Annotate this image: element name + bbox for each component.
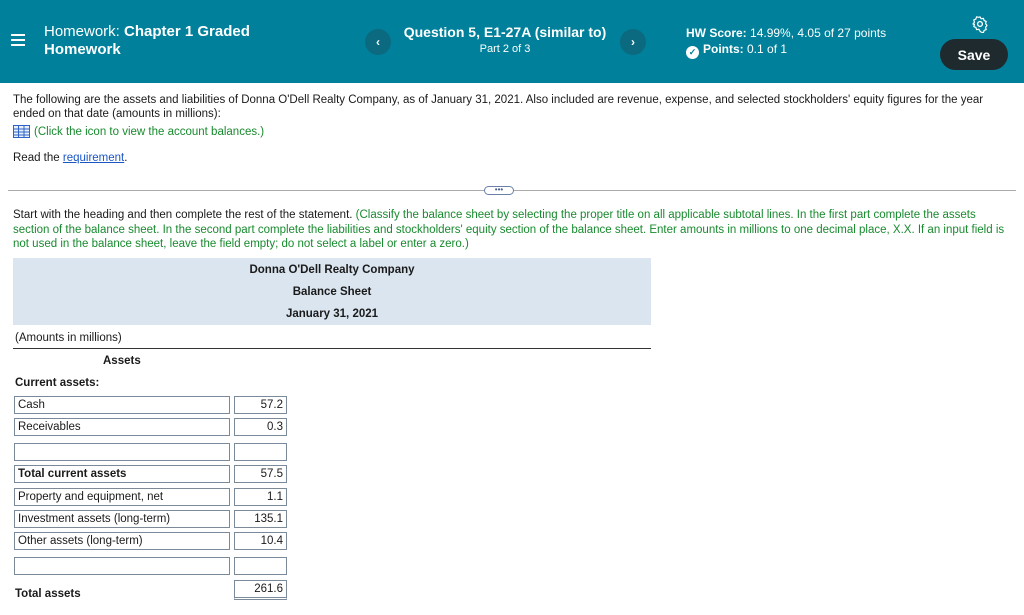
question-part: Part 2 of 3 (479, 43, 531, 55)
read-suffix: . (124, 152, 128, 164)
total-assets-input[interactable]: 261.6 (234, 580, 287, 600)
total-assets-label: Total assets (15, 588, 81, 600)
row-amount-input[interactable] (234, 443, 287, 461)
row-label-select[interactable]: Receivables (14, 418, 230, 436)
partial-credit-icon: ✓ (686, 46, 699, 59)
read-prefix: Read the (13, 152, 63, 164)
row-amount-input[interactable]: 0.3 (234, 418, 287, 436)
statement-heading (13, 258, 651, 325)
row-amount-input[interactable]: 57.5 (234, 465, 287, 483)
company-name: Donna O'Dell Realty Company (249, 264, 415, 276)
homework-prefix: Homework: (44, 23, 125, 40)
homework-name-line1: Chapter 1 Graded (124, 23, 250, 40)
row-amount-input[interactable]: 1.1 (234, 488, 287, 506)
expand-more-button[interactable]: ••• (484, 186, 514, 195)
assets-heading: Assets (103, 355, 141, 367)
instructions (13, 208, 1008, 252)
save-button[interactable]: Save (940, 39, 1008, 70)
row-label-select[interactable]: Investment assets (long-term) (14, 510, 230, 528)
problem-intro: The following are the assets and liabilities of Donna O'Dell Realty Company, as of January 31, 2021. Also included are revenue, expense, and selected stockholders' equity figures for the year ended on that date (amounts in millions): (13, 94, 984, 120)
question-info (392, 24, 618, 55)
account-balances-link-row (13, 125, 264, 138)
row-amount-input[interactable]: 10.4 (234, 532, 287, 550)
row-label-select[interactable] (14, 443, 230, 461)
current-assets-heading: Current assets: (15, 377, 100, 389)
statement-title: Balance Sheet (292, 286, 372, 298)
row-label-select[interactable]: Property and equipment, net (14, 488, 230, 506)
row-label-select[interactable]: Other assets (long-term) (14, 532, 230, 550)
question-title: Question 5, E1-27A (similar to) (403, 24, 607, 40)
points-label: Points: (703, 42, 744, 56)
score-panel (686, 25, 886, 59)
menu-icon[interactable] (11, 34, 25, 46)
hw-score-value: 14.99%, 4.05 of 27 points (746, 26, 887, 40)
requirement-link[interactable]: requirement (62, 152, 125, 164)
row-label-select[interactable]: Cash (14, 396, 230, 414)
instructions-main: Start with the heading and then complete the rest of the statement. (13, 209, 356, 221)
row-label-select[interactable] (14, 557, 230, 575)
homework-title (44, 23, 294, 59)
row-amount-input[interactable]: 135.1 (234, 510, 287, 528)
table-icon[interactable] (13, 125, 30, 138)
click-icon-text: (Click the icon to view the account balances.) (34, 125, 265, 138)
instructions-detail: (Classify the balance sheet by selecting the proper title on all applicable subtotal lines. In the first part complete the assets section of the balance sheet. In the second part complete the liabilities and stockholders' equity section of the balance sheet. Enter amounts in millions to one decimal place, X.X. If an input field is not used in the balance sheet, leave the field empty; do not select a label or enter a zero.) (13, 209, 1005, 250)
statement-date: January 31, 2021 (285, 308, 379, 320)
amounts-note: (Amounts in millions) (13, 325, 651, 349)
points-value: 0.1 of 1 (743, 42, 788, 56)
top-bar (0, 0, 1024, 83)
previous-question-button[interactable]: ‹ (365, 29, 391, 55)
hw-score-label: HW Score: (686, 26, 747, 40)
next-question-button[interactable]: › (620, 29, 646, 55)
homework-name-line2: Homework (44, 41, 121, 58)
row-label-select[interactable]: Total current assets (14, 465, 230, 483)
row-amount-input[interactable] (234, 557, 287, 575)
row-amount-input[interactable]: 57.2 (234, 396, 287, 414)
read-requirement-line (13, 152, 127, 164)
gear-icon[interactable] (971, 15, 989, 33)
